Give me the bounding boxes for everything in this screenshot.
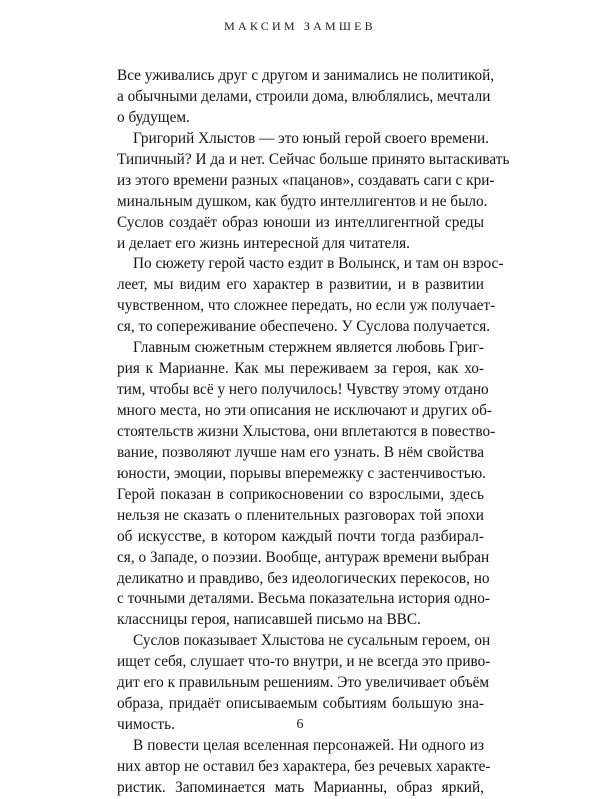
running-head: МАКСИМ ЗАМШЕВ — [224, 19, 376, 33]
paragraph — [117, 338, 496, 631]
text-line: об искусстве, в котором каждый почти тогда разбирал- — [117, 527, 484, 545]
text-line: тим, чтобы всё у него получилось! Чувству этому отдано — [117, 381, 489, 399]
text-line: а обычными делами, строили дома, влюблялись, мечтали — [117, 87, 491, 105]
text-line: вание, позволяют лучше нам его узнать. В нём свойства — [117, 443, 484, 461]
text-line: ищет себя, слушает что-то внутри, и не всегда это приво- — [117, 653, 491, 671]
text-line: них автор не оставил без характера, без речевых характе- — [117, 757, 491, 775]
text-line: В повести целая вселенная персонажей. Ни одного из — [133, 737, 484, 754]
paragraph — [117, 129, 510, 255]
text-line: чувственном, что сложнее передать, но если уж получает- — [117, 297, 496, 315]
text-line: дит его к правильным решениям. Это увеличивает объём — [117, 674, 490, 692]
text-line: из этого времени разных «пацанов», создавать саги с кри- — [117, 171, 495, 189]
text-line: Григорий Хлыстов — это юный герой своего времени. — [133, 129, 489, 147]
text-line: стоятельств жизни Хлыстова, они вплетаются в повество- — [117, 422, 496, 440]
paragraph — [117, 736, 491, 799]
text-line: Суслов создаёт образ юноши из интеллигентной среды — [117, 213, 484, 231]
text-line: минальным душком, как будто интеллигентов и не было. — [117, 192, 488, 210]
text-line: Типичный? И да и нет. Сейчас больше принято вытаскивать — [117, 150, 510, 168]
text-line: леет, мы видим его характер в развитии, и в развитии — [117, 276, 484, 294]
text-line: ся, о Западе, о поэзии. Вообще, антураж времени выбран — [117, 548, 490, 566]
paragraph — [117, 254, 504, 338]
text-line: Главным сюжетным стержнем является любовь Григ- — [133, 339, 484, 357]
text-line: с точными деталями. Весьма показательна история одно- — [117, 590, 490, 608]
text-line: По сюжету герой часто ездит в Волынск, и там он взрос- — [133, 255, 504, 273]
text-line: юности, эмоции, порывы вперемежку с застенчивостью. — [117, 464, 486, 482]
text-line: ристик. Запоминается мать Марианны, образ яркий, — [117, 778, 484, 796]
text-line: классницы героя, написавшей письмо на BBC. — [117, 611, 421, 629]
text-line: чимость. — [117, 716, 175, 734]
text-line: деликатно и правдиво, без идеологических перекосов, но — [117, 569, 490, 587]
text-line: о будущем. — [117, 108, 190, 126]
text-line: и делает его жизнь интересной для читателя. — [117, 234, 410, 252]
text-line: нельзя не сказать о пленительных разговорах той эпохи — [117, 506, 484, 524]
text-line: Герой показан в соприкосновении со взрослыми, здесь — [117, 485, 484, 503]
text-line: образа, придаёт описываемым событиям большую зна- — [117, 695, 484, 713]
body-text — [117, 66, 510, 799]
paragraph — [117, 66, 495, 129]
text-line: Суслов показывает Хлыстова не сусальным героем, он — [133, 632, 491, 650]
text-line: рия к Марианне. Как мы переживаем за героя, как хо- — [117, 360, 484, 378]
text-line: много места, но эти описания не исключают и других об- — [117, 402, 493, 419]
page-number: 6 — [296, 717, 304, 732]
text-line: ся, то сопереживание обеспечено. У Суслова получается. — [117, 318, 491, 336]
text-line: Все уживались друг с другом и занимались не политикой, — [117, 67, 495, 84]
